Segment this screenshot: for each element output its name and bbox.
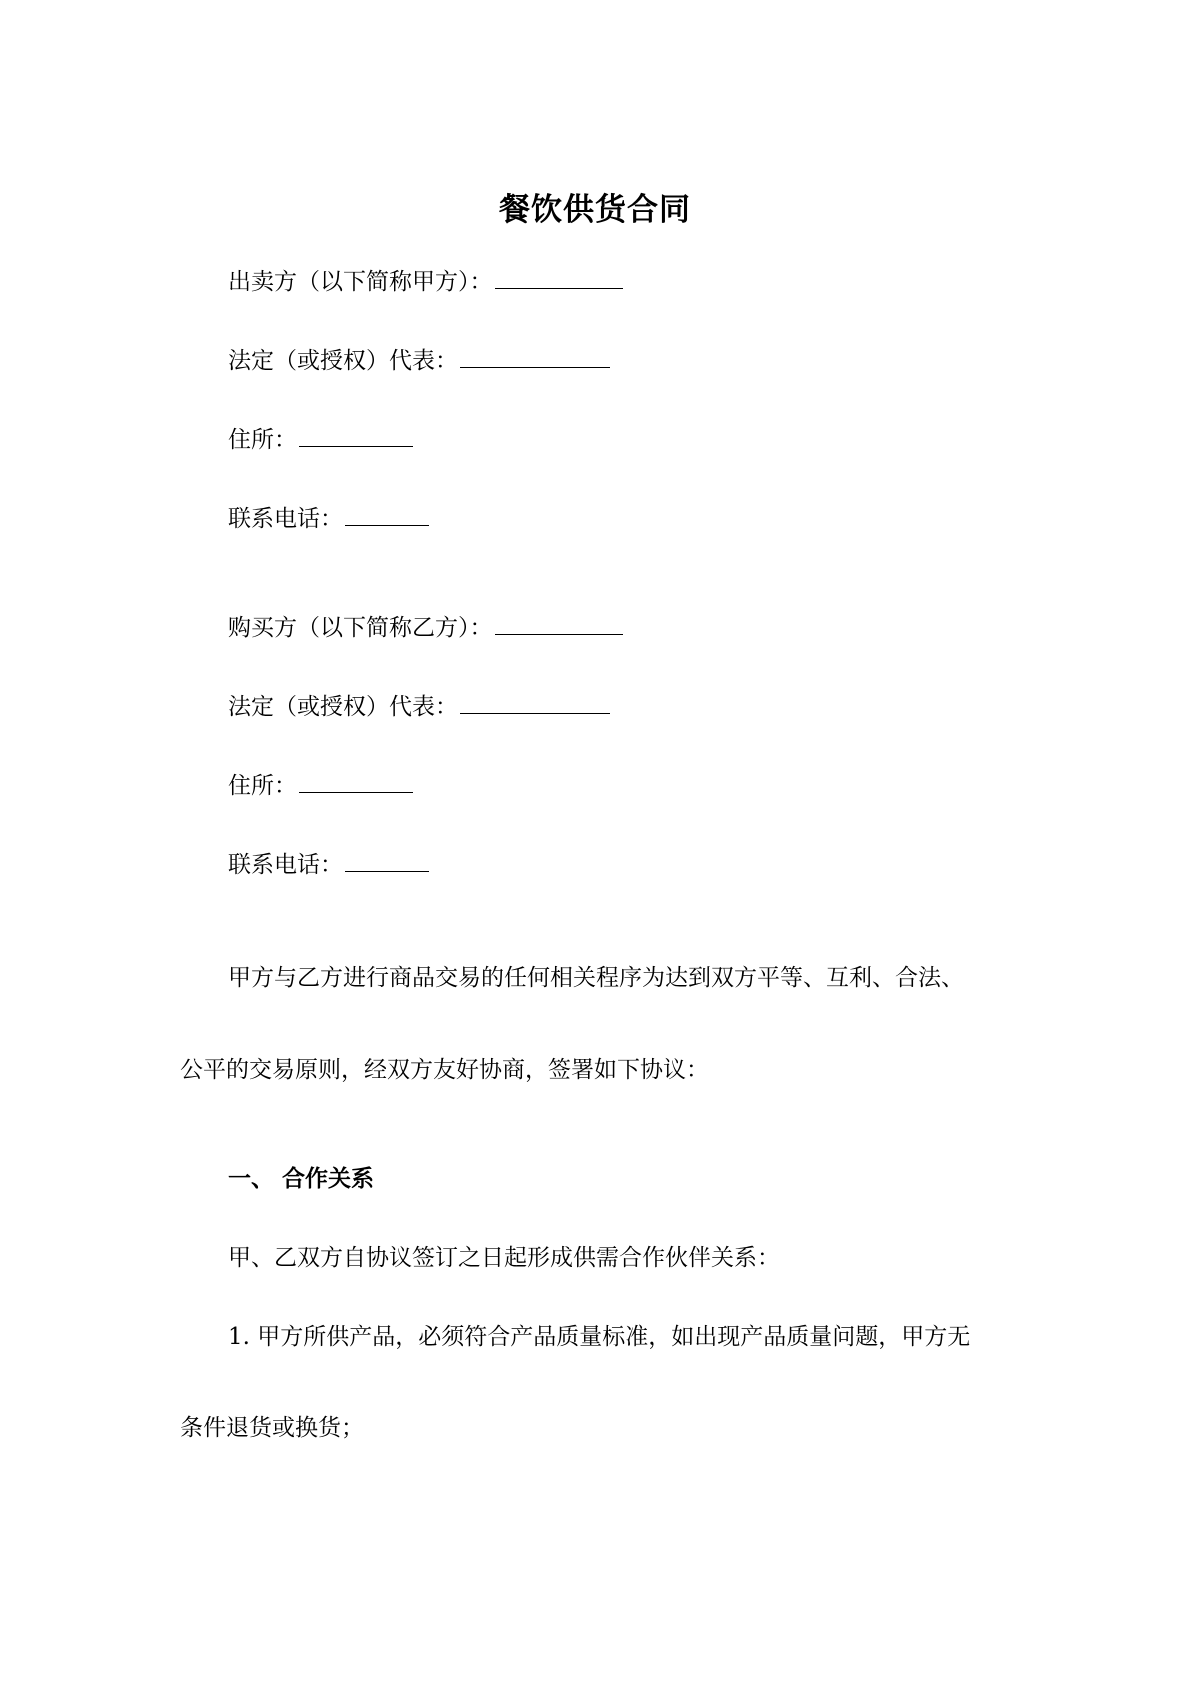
seller-address-blank <box>299 424 413 447</box>
buyer-line <box>228 612 623 643</box>
section-1-intro: 甲、乙双方自协议签订之日起形成供需合作伙伴关系： <box>228 1245 780 1271</box>
buyer-blank <box>495 612 623 635</box>
seller-address-label: 住所： <box>228 427 297 453</box>
seller-phone-label: 联系电话： <box>228 506 343 532</box>
seller-address-line <box>228 424 413 455</box>
section-1-heading <box>228 1164 374 1194</box>
section-1-title: 合作关系 <box>282 1166 375 1192</box>
section-1-item-1-line-2: 条件退货或换货； <box>180 1415 364 1441</box>
buyer-phone-line <box>228 849 429 880</box>
preamble-line-1: 甲方与乙方进行商品交易的任何相关程序为达到双方平等、互利、合法、 <box>228 965 964 991</box>
item-1-text: 甲方所供产品，必须符合产品质量标准，如出现产品质量问题，甲方无 <box>257 1324 971 1350</box>
buyer-rep-line <box>228 691 610 722</box>
buyer-label: 购买方（以下简称乙方）： <box>228 615 493 641</box>
buyer-phone-blank <box>345 849 429 872</box>
buyer-address-line <box>228 770 413 801</box>
seller-label: 出卖方（以下简称甲方）： <box>228 269 493 295</box>
buyer-address-blank <box>299 770 413 793</box>
seller-line <box>228 266 623 297</box>
seller-phone-blank <box>345 503 429 526</box>
section-1-number: 一、 <box>228 1166 274 1192</box>
buyer-rep-blank <box>460 691 610 714</box>
seller-rep-line <box>228 345 610 376</box>
buyer-rep-label: 法定（或授权）代表： <box>228 694 458 720</box>
seller-blank <box>495 266 623 289</box>
buyer-address-label: 住所： <box>228 773 297 799</box>
seller-phone-line <box>228 503 429 534</box>
section-1-item-1-line-1 <box>228 1322 970 1352</box>
item-1-number: 1. <box>228 1324 250 1350</box>
preamble-line-2: 公平的交易原则，经双方友好协商，签署如下协议： <box>180 1057 709 1083</box>
document-title: 餐饮供货合同 <box>499 192 691 228</box>
seller-rep-blank <box>460 345 610 368</box>
buyer-phone-label: 联系电话： <box>228 852 343 878</box>
seller-rep-label: 法定（或授权）代表： <box>228 348 458 374</box>
